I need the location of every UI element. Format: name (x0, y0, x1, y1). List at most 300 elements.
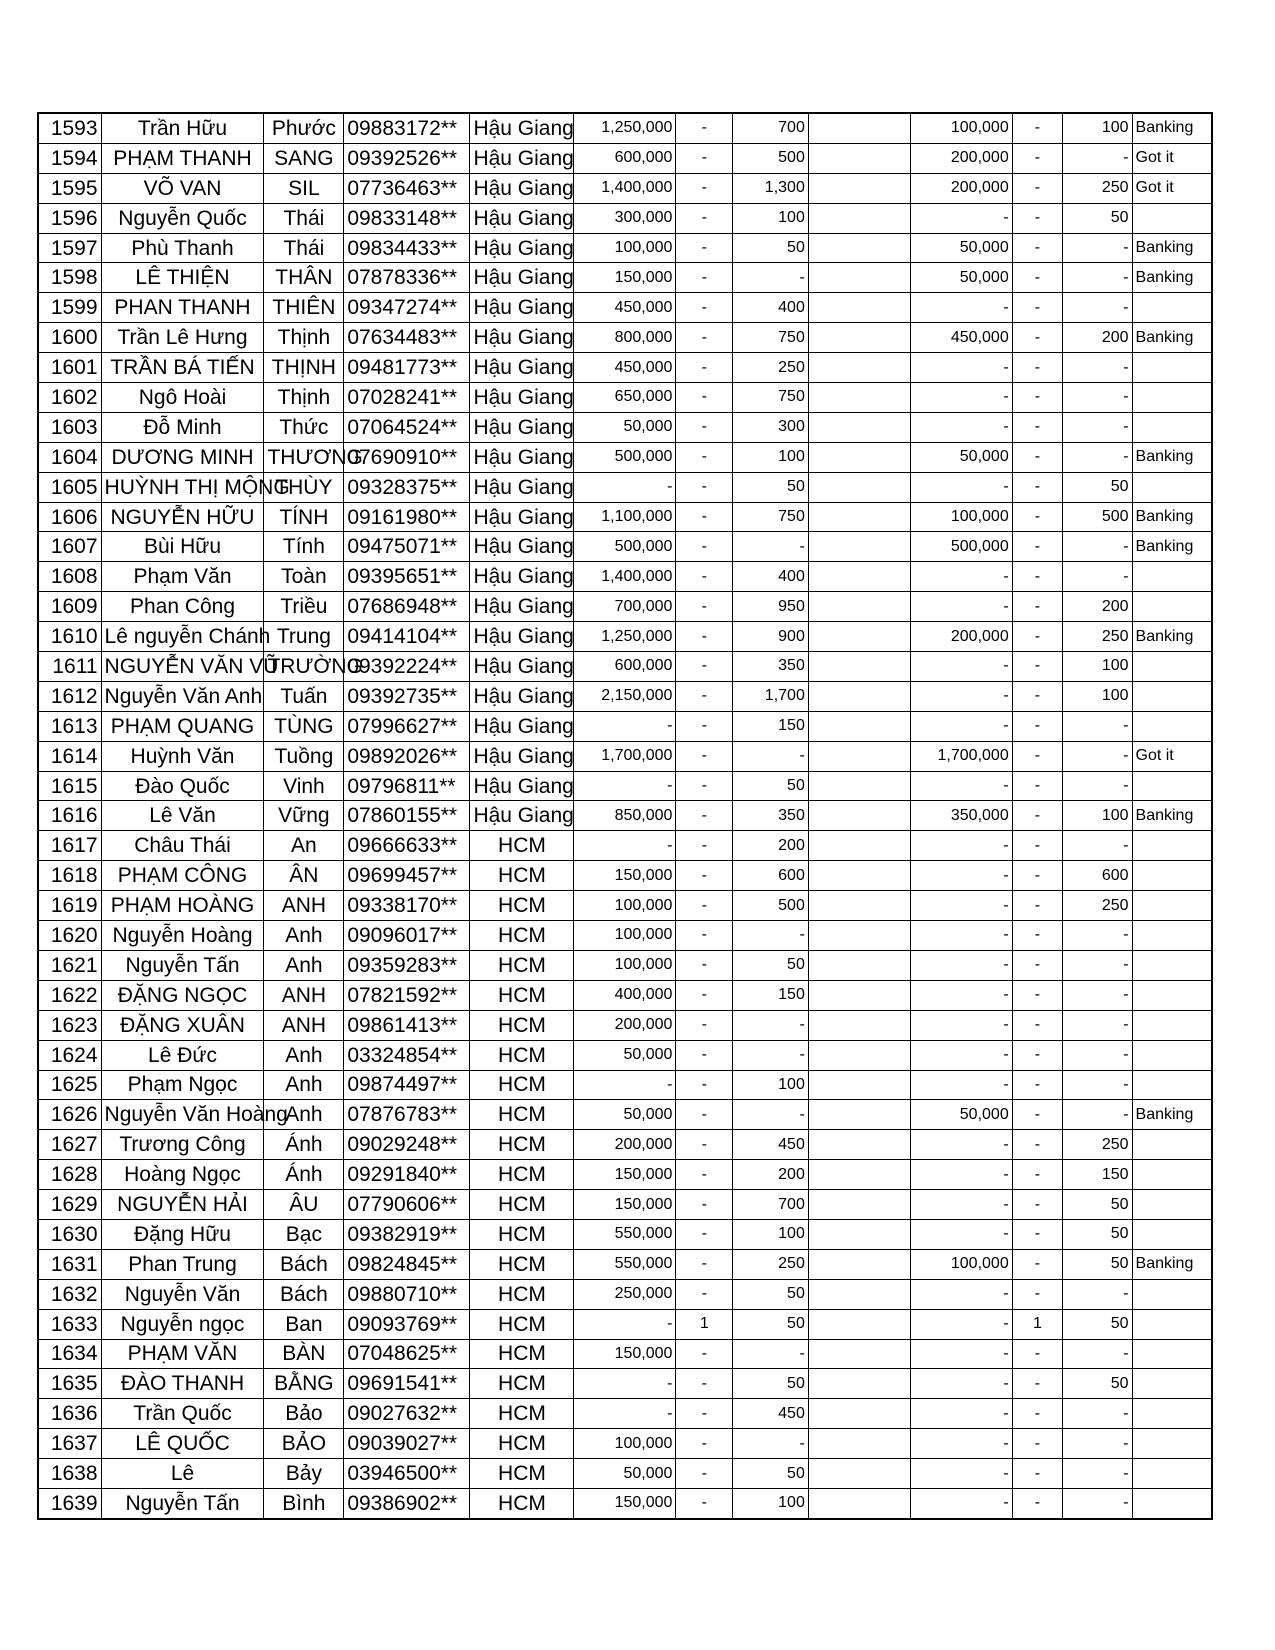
table-row (38, 472, 1212, 502)
amount-2-cell: 50,000 (910, 1100, 1012, 1130)
note-cell (1132, 652, 1212, 682)
last-name-cell: Phạm Ngọc (101, 1070, 264, 1100)
count-1-cell: - (676, 831, 733, 861)
row-number-cell: 1625 (38, 1070, 101, 1100)
amount-1-cell: 100,000 (574, 921, 676, 951)
count-1-cell: - (676, 801, 733, 831)
blank-col-cell (808, 1130, 910, 1160)
note-cell (1132, 1160, 1212, 1190)
last-name-cell: Bùi Hữu (101, 532, 264, 562)
blank-col-cell (808, 861, 910, 891)
first-name-cell: ANH (264, 1010, 344, 1040)
points-2-cell: 50 (1063, 1190, 1132, 1220)
province-cell: HCM (470, 861, 574, 891)
count-2-cell: - (1012, 652, 1062, 682)
amount-1-cell: 600,000 (574, 143, 676, 173)
count-2-cell: - (1012, 263, 1062, 293)
amount-2-cell: 1,700,000 (910, 741, 1012, 771)
note-cell: Banking (1132, 532, 1212, 562)
points-2-cell: - (1063, 412, 1132, 442)
last-name-cell: Trần Hữu (101, 113, 264, 143)
first-name-cell: Bảo (264, 1399, 344, 1429)
count-2-cell: - (1012, 293, 1062, 323)
count-1-cell: - (676, 921, 733, 951)
note-cell: Banking (1132, 502, 1212, 532)
phone-cell: 09386902** (344, 1488, 470, 1518)
count-2-cell: - (1012, 1488, 1062, 1518)
last-name-cell: LÊ QUỐC (101, 1429, 264, 1459)
points-2-cell: - (1063, 263, 1132, 293)
points-2-cell: 150 (1063, 1160, 1132, 1190)
points-1-cell: - (733, 1010, 809, 1040)
note-cell (1132, 711, 1212, 741)
last-name-cell: NGUYỄN HẢI (101, 1190, 264, 1220)
note-cell: Banking (1132, 442, 1212, 472)
count-1-cell: - (676, 442, 733, 472)
amount-2-cell: 100,000 (910, 502, 1012, 532)
row-number-cell: 1615 (38, 771, 101, 801)
province-cell: HCM (470, 831, 574, 861)
amount-2-cell: - (910, 1219, 1012, 1249)
blank-col-cell (808, 1190, 910, 1220)
blank-col-cell (808, 831, 910, 861)
province-cell: Hậu Giang (470, 562, 574, 592)
phone-cell: 09833148** (344, 203, 470, 233)
phone-cell: 09481773** (344, 353, 470, 383)
phone-cell: 09861413** (344, 1010, 470, 1040)
province-cell: HCM (470, 950, 574, 980)
count-1-cell: - (676, 293, 733, 323)
phone-cell: 07860155** (344, 801, 470, 831)
first-name-cell: Trung (264, 622, 344, 652)
points-2-cell: - (1063, 562, 1132, 592)
note-cell (1132, 950, 1212, 980)
first-name-cell: Ánh (264, 1130, 344, 1160)
count-1-cell: - (676, 203, 733, 233)
row-number-cell: 1620 (38, 921, 101, 951)
count-1-cell: - (676, 622, 733, 652)
count-1-cell: - (676, 532, 733, 562)
note-cell (1132, 1130, 1212, 1160)
amount-2-cell: - (910, 353, 1012, 383)
first-name-cell: Vinh (264, 771, 344, 801)
last-name-cell: Nguyễn ngọc (101, 1309, 264, 1339)
first-name-cell: THÂN (264, 263, 344, 293)
first-name-cell: Phước (264, 113, 344, 143)
amount-1-cell: - (574, 711, 676, 741)
blank-col-cell (808, 1070, 910, 1100)
note-cell: Banking (1132, 323, 1212, 353)
first-name-cell: Thái (264, 233, 344, 263)
first-name-cell: Bách (264, 1279, 344, 1309)
row-number-cell: 1595 (38, 173, 101, 203)
points-2-cell: - (1063, 711, 1132, 741)
points-1-cell: 750 (733, 383, 809, 413)
amount-2-cell: - (910, 1279, 1012, 1309)
count-2-cell: - (1012, 203, 1062, 233)
table-row (38, 1040, 1212, 1070)
count-2-cell: - (1012, 1369, 1062, 1399)
first-name-cell: Tuấn (264, 681, 344, 711)
note-cell (1132, 472, 1212, 502)
count-2-cell: - (1012, 1070, 1062, 1100)
phone-cell: 09039027** (344, 1429, 470, 1459)
row-number-cell: 1623 (38, 1010, 101, 1040)
row-number-cell: 1612 (38, 681, 101, 711)
points-2-cell: - (1063, 143, 1132, 173)
amount-1-cell: 700,000 (574, 592, 676, 622)
phone-cell: 09892026** (344, 741, 470, 771)
row-number-cell: 1614 (38, 741, 101, 771)
last-name-cell: Hoàng Ngọc (101, 1160, 264, 1190)
count-2-cell: - (1012, 592, 1062, 622)
blank-col-cell (808, 652, 910, 682)
note-cell (1132, 1279, 1212, 1309)
points-2-cell: 100 (1063, 652, 1132, 682)
phone-cell: 03324854** (344, 1040, 470, 1070)
count-1-cell: - (676, 771, 733, 801)
count-1-cell: - (676, 681, 733, 711)
count-2-cell: - (1012, 1160, 1062, 1190)
phone-cell: 07790606** (344, 1190, 470, 1220)
blank-col-cell (808, 113, 910, 143)
points-2-cell: - (1063, 293, 1132, 323)
note-cell (1132, 1488, 1212, 1518)
points-2-cell: 100 (1063, 801, 1132, 831)
amount-2-cell: - (910, 592, 1012, 622)
table-row (38, 173, 1212, 203)
row-number-cell: 1613 (38, 711, 101, 741)
province-cell: Hậu Giang (470, 711, 574, 741)
row-number-cell: 1609 (38, 592, 101, 622)
blank-col-cell (808, 622, 910, 652)
blank-col-cell (808, 1010, 910, 1040)
first-name-cell: TRƯỜNG (264, 652, 344, 682)
count-1-cell: - (676, 1339, 733, 1369)
points-1-cell: 950 (733, 592, 809, 622)
phone-cell: 09691541** (344, 1369, 470, 1399)
amount-2-cell: - (910, 1010, 1012, 1040)
amount-1-cell: - (574, 1070, 676, 1100)
table-row (38, 681, 1212, 711)
amount-2-cell: - (910, 1399, 1012, 1429)
table-row (38, 1190, 1212, 1220)
province-cell: Hậu Giang (470, 293, 574, 323)
table-row (38, 771, 1212, 801)
last-name-cell: HUỲNH THỊ MỘNG (101, 472, 264, 502)
last-name-cell: VÕ VAN (101, 173, 264, 203)
count-1-cell: - (676, 383, 733, 413)
first-name-cell: Thức (264, 412, 344, 442)
blank-col-cell (808, 681, 910, 711)
points-1-cell: 50 (733, 1459, 809, 1489)
blank-col-cell (808, 1339, 910, 1369)
note-cell (1132, 891, 1212, 921)
count-1-cell: - (676, 353, 733, 383)
points-2-cell: - (1063, 353, 1132, 383)
points-2-cell: - (1063, 1429, 1132, 1459)
count-2-cell: - (1012, 1010, 1062, 1040)
points-2-cell: - (1063, 771, 1132, 801)
note-cell (1132, 562, 1212, 592)
amount-2-cell: - (910, 412, 1012, 442)
first-name-cell: Anh (264, 921, 344, 951)
province-cell: HCM (470, 980, 574, 1010)
row-number-cell: 1621 (38, 950, 101, 980)
table-row (38, 1219, 1212, 1249)
blank-col-cell (808, 741, 910, 771)
table-row (38, 263, 1212, 293)
points-2-cell: 100 (1063, 113, 1132, 143)
count-2-cell: - (1012, 861, 1062, 891)
count-1-cell: - (676, 1070, 733, 1100)
last-name-cell: Lê nguyễn Chánh (101, 622, 264, 652)
amount-1-cell: - (574, 1369, 676, 1399)
phone-cell: 09395651** (344, 562, 470, 592)
first-name-cell: Bạc (264, 1219, 344, 1249)
blank-col-cell (808, 1040, 910, 1070)
points-1-cell: - (733, 532, 809, 562)
table-row (38, 1010, 1212, 1040)
count-2-cell: - (1012, 771, 1062, 801)
row-number-cell: 1617 (38, 831, 101, 861)
table-row (38, 891, 1212, 921)
count-1-cell: - (676, 741, 733, 771)
count-2-cell: - (1012, 323, 1062, 353)
phone-cell: 09475071** (344, 532, 470, 562)
amount-1-cell: 100,000 (574, 950, 676, 980)
points-1-cell: 50 (733, 1369, 809, 1399)
last-name-cell: Trần Quốc (101, 1399, 264, 1429)
points-1-cell: 100 (733, 442, 809, 472)
amount-1-cell: 800,000 (574, 323, 676, 353)
amount-1-cell: 150,000 (574, 1160, 676, 1190)
row-number-cell: 1608 (38, 562, 101, 592)
amount-1-cell: 200,000 (574, 1130, 676, 1160)
count-2-cell: - (1012, 681, 1062, 711)
amount-1-cell: 1,400,000 (574, 562, 676, 592)
table-row (38, 502, 1212, 532)
table-row (38, 1279, 1212, 1309)
count-2-cell: - (1012, 1249, 1062, 1279)
count-1-cell: - (676, 652, 733, 682)
row-number-cell: 1606 (38, 502, 101, 532)
blank-col-cell (808, 203, 910, 233)
phone-cell: 09824845** (344, 1249, 470, 1279)
first-name-cell: THIÊN (264, 293, 344, 323)
table-row (38, 711, 1212, 741)
province-cell: Hậu Giang (470, 263, 574, 293)
points-1-cell: 750 (733, 323, 809, 353)
first-name-cell: An (264, 831, 344, 861)
first-name-cell: Bách (264, 1249, 344, 1279)
last-name-cell: Nguyễn Văn Hoàng (101, 1100, 264, 1130)
table-row (38, 1339, 1212, 1369)
province-cell: HCM (470, 1249, 574, 1279)
province-cell: Hậu Giang (470, 143, 574, 173)
amount-2-cell: - (910, 652, 1012, 682)
table-row (38, 741, 1212, 771)
last-name-cell: PHẠM QUANG (101, 711, 264, 741)
phone-cell: 09029248** (344, 1130, 470, 1160)
last-name-cell: PHẠM CÔNG (101, 861, 264, 891)
points-1-cell: 900 (733, 622, 809, 652)
points-2-cell: - (1063, 233, 1132, 263)
note-cell (1132, 861, 1212, 891)
province-cell: HCM (470, 1399, 574, 1429)
note-cell (1132, 1339, 1212, 1369)
note-cell (1132, 1399, 1212, 1429)
province-cell: Hậu Giang (470, 502, 574, 532)
last-name-cell: Ngô Hoài (101, 383, 264, 413)
points-1-cell: 150 (733, 711, 809, 741)
province-cell: HCM (470, 1100, 574, 1130)
table-row (38, 442, 1212, 472)
row-number-cell: 1603 (38, 412, 101, 442)
amount-2-cell: 350,000 (910, 801, 1012, 831)
table-row (38, 622, 1212, 652)
points-1-cell: 200 (733, 831, 809, 861)
note-cell: Got it (1132, 173, 1212, 203)
points-1-cell: 50 (733, 771, 809, 801)
row-number-cell: 1632 (38, 1279, 101, 1309)
count-2-cell: - (1012, 1219, 1062, 1249)
province-cell: HCM (470, 1219, 574, 1249)
amount-1-cell: - (574, 1399, 676, 1429)
points-2-cell: 250 (1063, 622, 1132, 652)
province-cell: HCM (470, 891, 574, 921)
phone-cell: 07048625** (344, 1339, 470, 1369)
province-cell: HCM (470, 1010, 574, 1040)
blank-col-cell (808, 950, 910, 980)
points-1-cell: - (733, 1040, 809, 1070)
amount-2-cell: - (910, 1070, 1012, 1100)
table-row (38, 1100, 1212, 1130)
row-number-cell: 1633 (38, 1309, 101, 1339)
table-row (38, 861, 1212, 891)
count-1-cell: - (676, 502, 733, 532)
note-cell: Banking (1132, 233, 1212, 263)
first-name-cell: ANH (264, 980, 344, 1010)
count-2-cell: - (1012, 1429, 1062, 1459)
points-1-cell: 50 (733, 472, 809, 502)
amount-1-cell: 2,150,000 (574, 681, 676, 711)
last-name-cell: ĐÀO THANH (101, 1369, 264, 1399)
phone-cell: 09796811** (344, 771, 470, 801)
points-1-cell: 350 (733, 801, 809, 831)
count-1-cell: - (676, 1219, 733, 1249)
count-2-cell: - (1012, 801, 1062, 831)
note-cell (1132, 353, 1212, 383)
amount-2-cell: - (910, 293, 1012, 323)
count-1-cell: - (676, 173, 733, 203)
last-name-cell: LÊ THIỆN (101, 263, 264, 293)
points-2-cell: 100 (1063, 681, 1132, 711)
points-2-cell: - (1063, 831, 1132, 861)
amount-2-cell: - (910, 472, 1012, 502)
row-number-cell: 1604 (38, 442, 101, 472)
table-row (38, 1070, 1212, 1100)
row-number-cell: 1631 (38, 1249, 101, 1279)
row-number-cell: 1627 (38, 1130, 101, 1160)
last-name-cell: ĐẶNG XUÂN (101, 1010, 264, 1040)
points-2-cell: 50 (1063, 203, 1132, 233)
province-cell: HCM (470, 1160, 574, 1190)
points-1-cell: 1,300 (733, 173, 809, 203)
blank-col-cell (808, 472, 910, 502)
amount-1-cell: 50,000 (574, 412, 676, 442)
phone-cell: 07064524** (344, 412, 470, 442)
amount-2-cell: - (910, 711, 1012, 741)
row-number-cell: 1597 (38, 233, 101, 263)
blank-col-cell (808, 383, 910, 413)
points-2-cell: 50 (1063, 1219, 1132, 1249)
note-cell: Got it (1132, 143, 1212, 173)
table-row (38, 980, 1212, 1010)
points-1-cell: 700 (733, 113, 809, 143)
province-cell: Hậu Giang (470, 173, 574, 203)
phone-cell: 09347274** (344, 293, 470, 323)
amount-1-cell: 1,400,000 (574, 173, 676, 203)
amount-1-cell: 150,000 (574, 1488, 676, 1518)
amount-1-cell: 50,000 (574, 1459, 676, 1489)
amount-2-cell: 200,000 (910, 143, 1012, 173)
first-name-cell: Anh (264, 950, 344, 980)
last-name-cell: Đặng Hữu (101, 1219, 264, 1249)
points-2-cell: 250 (1063, 1130, 1132, 1160)
note-cell (1132, 383, 1212, 413)
count-2-cell: - (1012, 233, 1062, 263)
first-name-cell: SIL (264, 173, 344, 203)
phone-cell: 07028241** (344, 383, 470, 413)
points-1-cell: 150 (733, 980, 809, 1010)
amount-1-cell: 50,000 (574, 1040, 676, 1070)
points-2-cell: - (1063, 1279, 1132, 1309)
points-2-cell: 50 (1063, 1249, 1132, 1279)
row-number-cell: 1596 (38, 203, 101, 233)
points-1-cell: 50 (733, 950, 809, 980)
phone-cell: 07736463** (344, 173, 470, 203)
points-2-cell: 200 (1063, 592, 1132, 622)
province-cell: HCM (470, 1309, 574, 1339)
last-name-cell: Lê Đức (101, 1040, 264, 1070)
row-number-cell: 1628 (38, 1160, 101, 1190)
province-cell: HCM (470, 1429, 574, 1459)
last-name-cell: ĐẶNG NGỌC (101, 980, 264, 1010)
table-row (38, 921, 1212, 951)
phone-cell: 09874497** (344, 1070, 470, 1100)
row-number-cell: 1618 (38, 861, 101, 891)
amount-1-cell: - (574, 771, 676, 801)
blank-col-cell (808, 1279, 910, 1309)
amount-2-cell: - (910, 861, 1012, 891)
row-number-cell: 1624 (38, 1040, 101, 1070)
amount-2-cell: - (910, 771, 1012, 801)
amount-2-cell: 100,000 (910, 113, 1012, 143)
table-row (38, 1309, 1212, 1339)
amount-1-cell: 650,000 (574, 383, 676, 413)
count-2-cell: - (1012, 412, 1062, 442)
points-1-cell: 400 (733, 293, 809, 323)
first-name-cell: Tính (264, 532, 344, 562)
amount-2-cell: - (910, 980, 1012, 1010)
phone-cell: 09096017** (344, 921, 470, 951)
count-2-cell: - (1012, 622, 1062, 652)
row-number-cell: 1611 (38, 652, 101, 682)
last-name-cell: Nguyễn Quốc (101, 203, 264, 233)
count-1-cell: - (676, 1160, 733, 1190)
row-number-cell: 1635 (38, 1369, 101, 1399)
